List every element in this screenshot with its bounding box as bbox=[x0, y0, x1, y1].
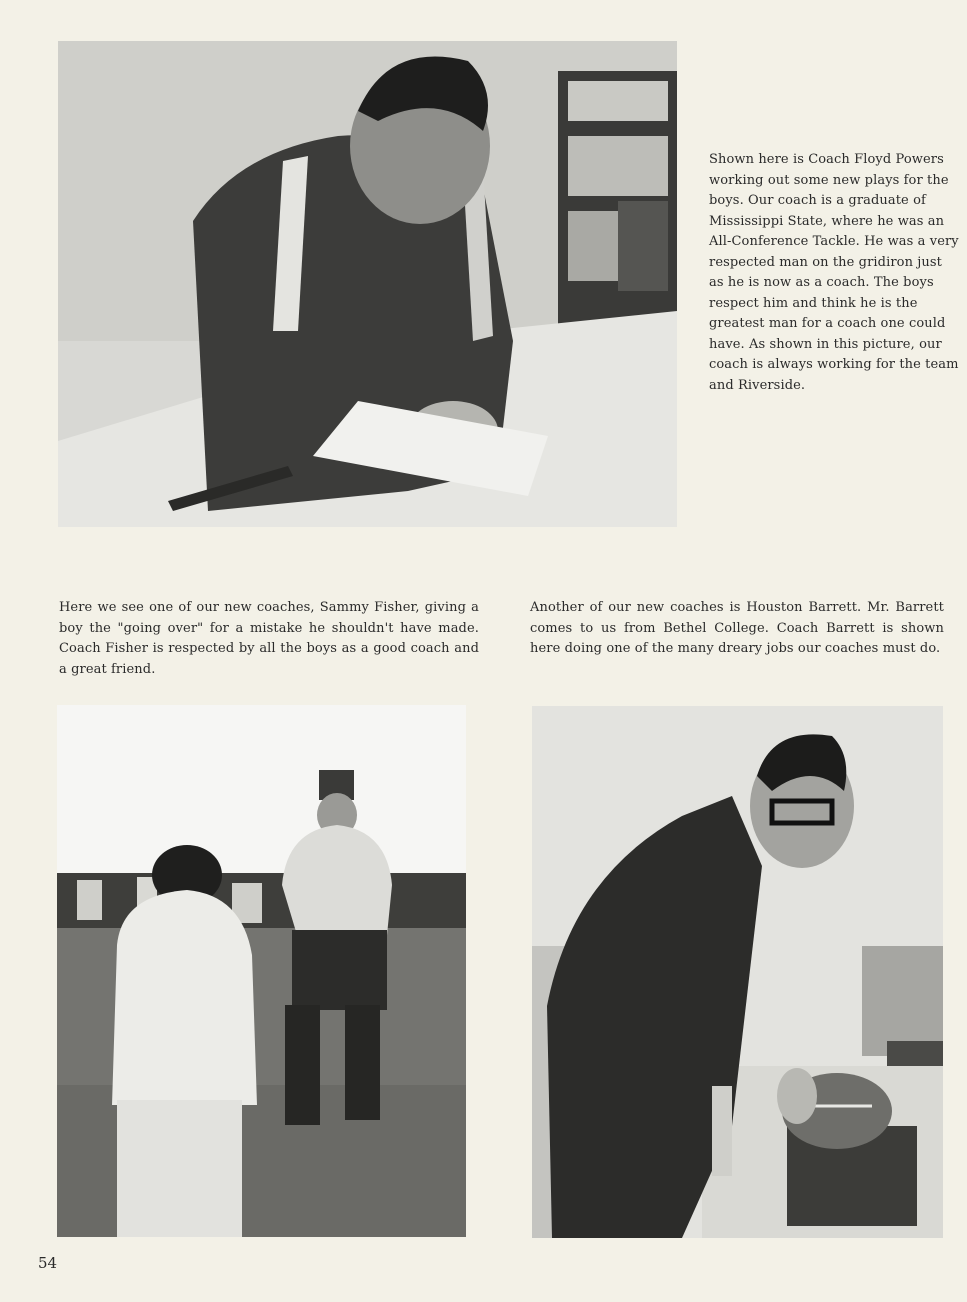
coach-fisher-caption-text: Here we see one of our new coaches, Sammy Fisher, giving a boy the "going over" for a mistake he shouldn't have made. Coach Fisher is respected by all the boys as a good coach and a great friend. bbox=[59, 600, 479, 677]
coach-barrett-caption-text: Another of our new coaches is Houston Barrett. Mr. Barrett comes to us from Bethel College. Coach Barrett is shown here doing one of the many dreary jobs our coaches must do. bbox=[530, 600, 944, 656]
coach-inflating-football-photo bbox=[532, 706, 943, 1238]
coach-powers-caption-text: Shown here is Coach Floyd Powers working out some new plays for the boys. Our coach is a graduate of Mississippi State, where he was an All-Conference Tackle. He was a very respected man on the gridiron just as he is now as a coach. The boys respect him and think he is the greatest man for a coach one could have. As shown in this picture, our coach is always working for the team and Riverside. bbox=[709, 152, 959, 393]
coach-fisher-caption bbox=[59, 598, 479, 680]
coach-powers-caption bbox=[709, 150, 959, 396]
coach-and-boy-field-photo bbox=[57, 705, 466, 1237]
coach-barrett-caption bbox=[530, 598, 944, 660]
page-number: 54 bbox=[38, 1254, 58, 1272]
coach-at-desk-photo bbox=[58, 41, 677, 527]
